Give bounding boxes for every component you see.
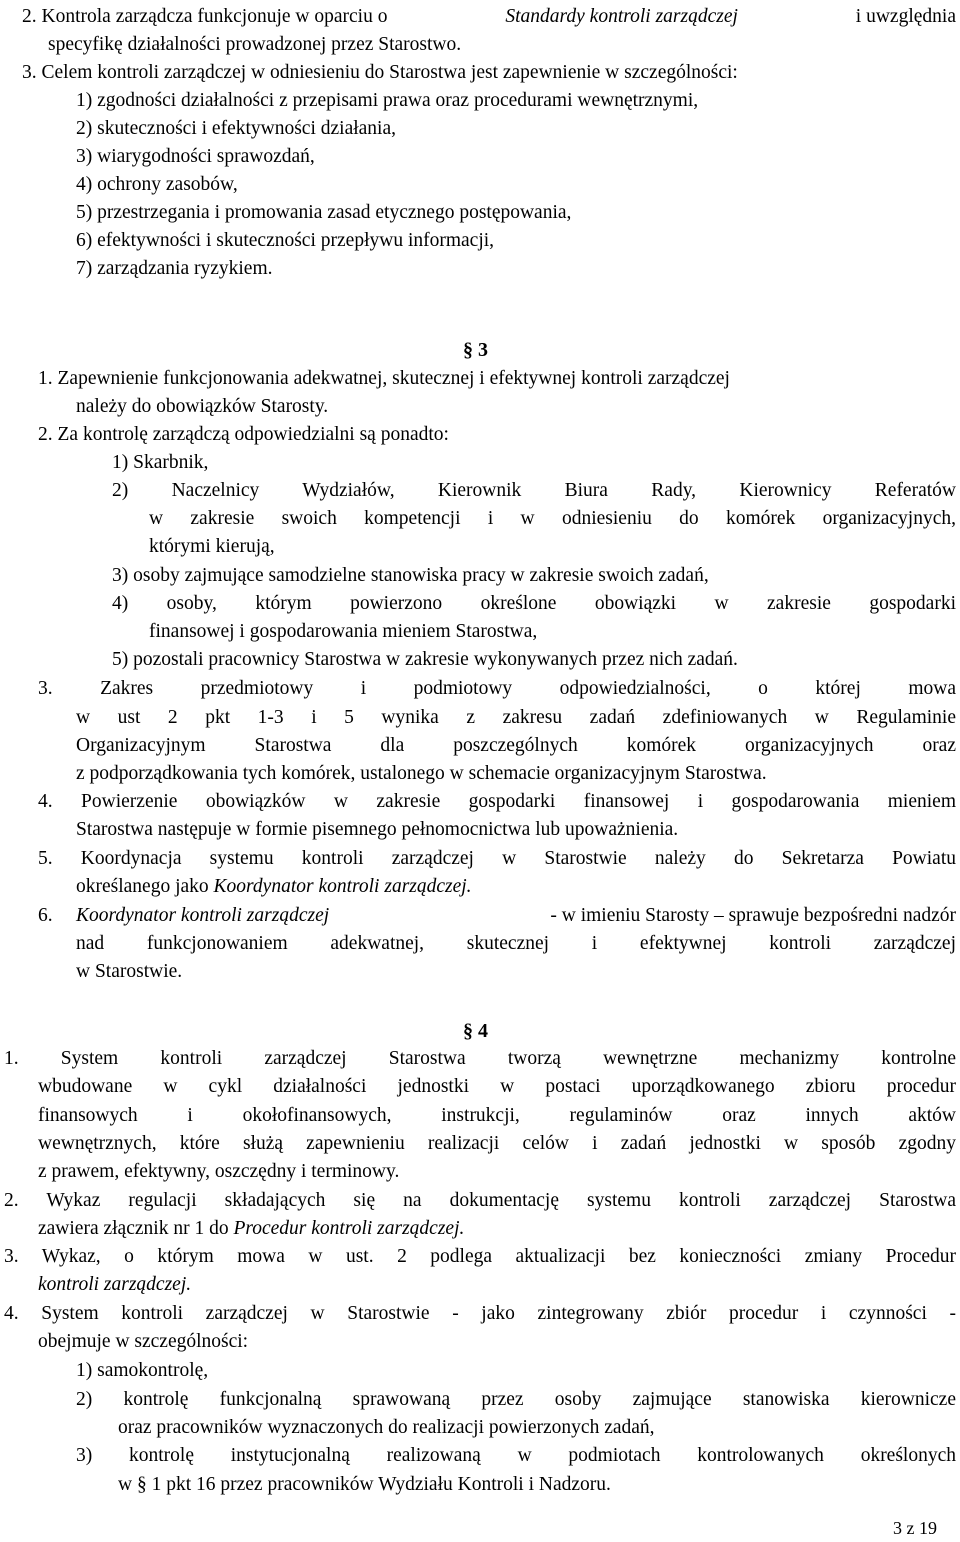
s3-item-2-sub-4-line-1: 4) osoby, którym powierzono określone obowiązki w zakresie gospodarki [112, 593, 956, 614]
s3-item-2-sub-4-line-2: finansowej i gospodarowania mieniem Starostwa, [149, 621, 538, 642]
goal-item-4: 4) ochrony zasobów, [76, 174, 238, 195]
s4-item-4-line-2: obejmuje w szczególności: [38, 1331, 249, 1352]
s3-item-2-sub-5: 5) pozostali pracownicy Starostwa w zakresie wykonywanych przez nich zadań. [112, 649, 738, 670]
s3-item-4-line-1: 4. Powierzenie obowiązków w zakresie gospodarki finansowej i gospodarowania mieniem [38, 791, 956, 812]
s4-item-2-line-1: 2. Wykaz regulacji składających się na dokumentację systemu kontroli zarządczej Starostwa [4, 1190, 956, 1211]
s4-item-4-line-1: 4. System kontroli zarządczej w Starostwie - jako zintegrowany zbiór procedur i czynności - [4, 1303, 956, 1324]
s3-item-5-line-2: określanego jako Koordynator kontroli zarządczej. [76, 876, 472, 897]
s3-item-2-sub-2-line-2: w zakresie swoich kompetencji i w odniesieniu do komórek organizacyjnych, [149, 508, 956, 529]
s4-item-1-line-1: 1. System kontroli zarządczej Starostwa tworzą wewnętrzne mechanizmy kontrolne [4, 1048, 956, 1069]
s4-item-1-line-5: z prawem, efektywny, oszczędny i terminowy. [38, 1161, 400, 1182]
s4-item-3-line-1: 3. Wykaz, o którym mowa w ust. 2 podlega aktualizacji bez konieczności zmiany Procedur [4, 1246, 956, 1267]
s3-item-1-line-1: 1. Zapewnienie funkcjonowania adekwatnej, skutecznej i efektywnej kontroli zarządczej [38, 368, 730, 389]
s3-item-6-line-3: w Starostwie. [76, 961, 183, 982]
s3-item-3-line-3: Organizacyjnym Starostwa dla poszczególnych komórek organizacyjnych oraz [76, 735, 956, 756]
goal-item-5: 5) przestrzegania i promowania zasad etycznego postępowania, [76, 202, 572, 223]
s4-item-4-sub-1: 1) samokontrolę, [76, 1360, 209, 1381]
s4-item-4-sub-3-line-2: w § 1 pkt 16 przez pracowników Wydziału Kontroli i Nadzoru. [118, 1474, 611, 1495]
goal-item-3: 3) wiarygodności sprawozdań, [76, 146, 315, 167]
s4-item-2-line-2: zawiera złącznik nr 1 do Procedur kontroli zarządczej. [38, 1218, 465, 1239]
s4-item-1-line-3: finansowych i okołofinansowych, instrukcji, regulaminów oraz innych aktów [38, 1105, 956, 1126]
s3-item-2-line-1: 2. Za kontrolę zarządczą odpowiedzialni są ponadto: [38, 424, 449, 445]
s3-item-6-line-1: Koordynator kontroli zarządczej - w imieniu Starosty – sprawuje bezpośredni nadzór [76, 905, 956, 926]
s3-item-1-line-2: należy do obowiązków Starosty. [76, 396, 329, 417]
s3-item-3-line-4: z podporządkowania tych komórek, ustalonego w schemacie organizacyjnym Starostwa. [76, 763, 767, 784]
s3-item-4-line-2: Starostwa następuje w formie pisemnego pełnomocnictwa lub upoważnienia. [76, 819, 679, 840]
s4-item-1-line-4: wewnętrznych, które służą zapewnieniu realizacji celów i zadań jednostki w sposób zgodny [38, 1133, 956, 1154]
section-4-heading: § 4 [463, 1020, 488, 1042]
s4-item-4-sub-2-line-1: 2) kontrolę funkcjonalną sprawowaną przez osoby zajmujące stanowiska kierownicze [76, 1389, 956, 1410]
page-number: 3 z 19 [893, 1518, 937, 1538]
goal-item-2: 2) skuteczności i efektywności działania, [76, 118, 397, 139]
s3-item-2-sub-3: 3) osoby zajmujące samodzielne stanowiska pracy w zakresie swoich zadań, [112, 565, 709, 586]
item-3-line-1: 3. Celem kontroli zarządczej w odniesieniu do Starostwa jest zapewnienie w szczególności: [22, 62, 738, 83]
s3-item-2-sub-2-line-1: 2) Naczelnicy Wydziałów, Kierownik Biura Rady, Kierownicy Referatów [112, 480, 956, 501]
section-3-heading: § 3 [463, 339, 488, 361]
s4-item-4-sub-3-line-1: 3) kontrolę instytucjonalną realizowaną w podmiotach kontrolowanych określonych [76, 1445, 956, 1466]
s4-item-4-sub-2-line-2: oraz pracowników wyznaczonych do realizacji powierzonych zadań, [118, 1417, 655, 1438]
item-2-line-2: specyfikę działalności prowadzonej przez Starostwo. [48, 34, 462, 55]
s4-item-3-line-2: kontroli zarządczej. [38, 1274, 192, 1295]
goal-item-6: 6) efektywności i skuteczności przepływu informacji, [76, 230, 495, 251]
s3-item-6-number: 6. [38, 905, 53, 926]
s4-item-1-line-2: wbudowane w cykl działalności jednostki w postaci uporządkowanego zbioru procedur [38, 1076, 956, 1097]
s3-item-6-line-2: nad funkcjonowaniem adekwatnej, skutecznej i efektywnej kontroli zarządczej [76, 933, 956, 954]
s3-item-2-sub-1: 1) Skarbnik, [112, 452, 209, 473]
goal-item-7: 7) zarządzania ryzykiem. [76, 258, 273, 279]
goal-item-1: 1) zgodności działalności z przepisami prawa oraz procedurami wewnętrznymi, [76, 90, 699, 111]
s3-item-3-line-2: w ust 2 pkt 1-3 i 5 wynika z zakresu zadań zdefiniowanych w Regulaminie [76, 707, 956, 728]
s3-item-5-line-1: 5. Koordynacja systemu kontroli zarządczej w Starostwie należy do Sekretarza Powiatu [38, 848, 956, 869]
s3-item-2-sub-2-line-3: którymi kierują, [149, 536, 275, 557]
item-2-line-1: 2. Kontrola zarządcza funkcjonuje w oparciu o Standardy kontroli zarządczej i uwzględnia [22, 6, 956, 27]
s3-item-3-line-1: 3. Zakres przedmiotowy i podmiotowy odpowiedzialności, o której mowa [38, 678, 956, 699]
